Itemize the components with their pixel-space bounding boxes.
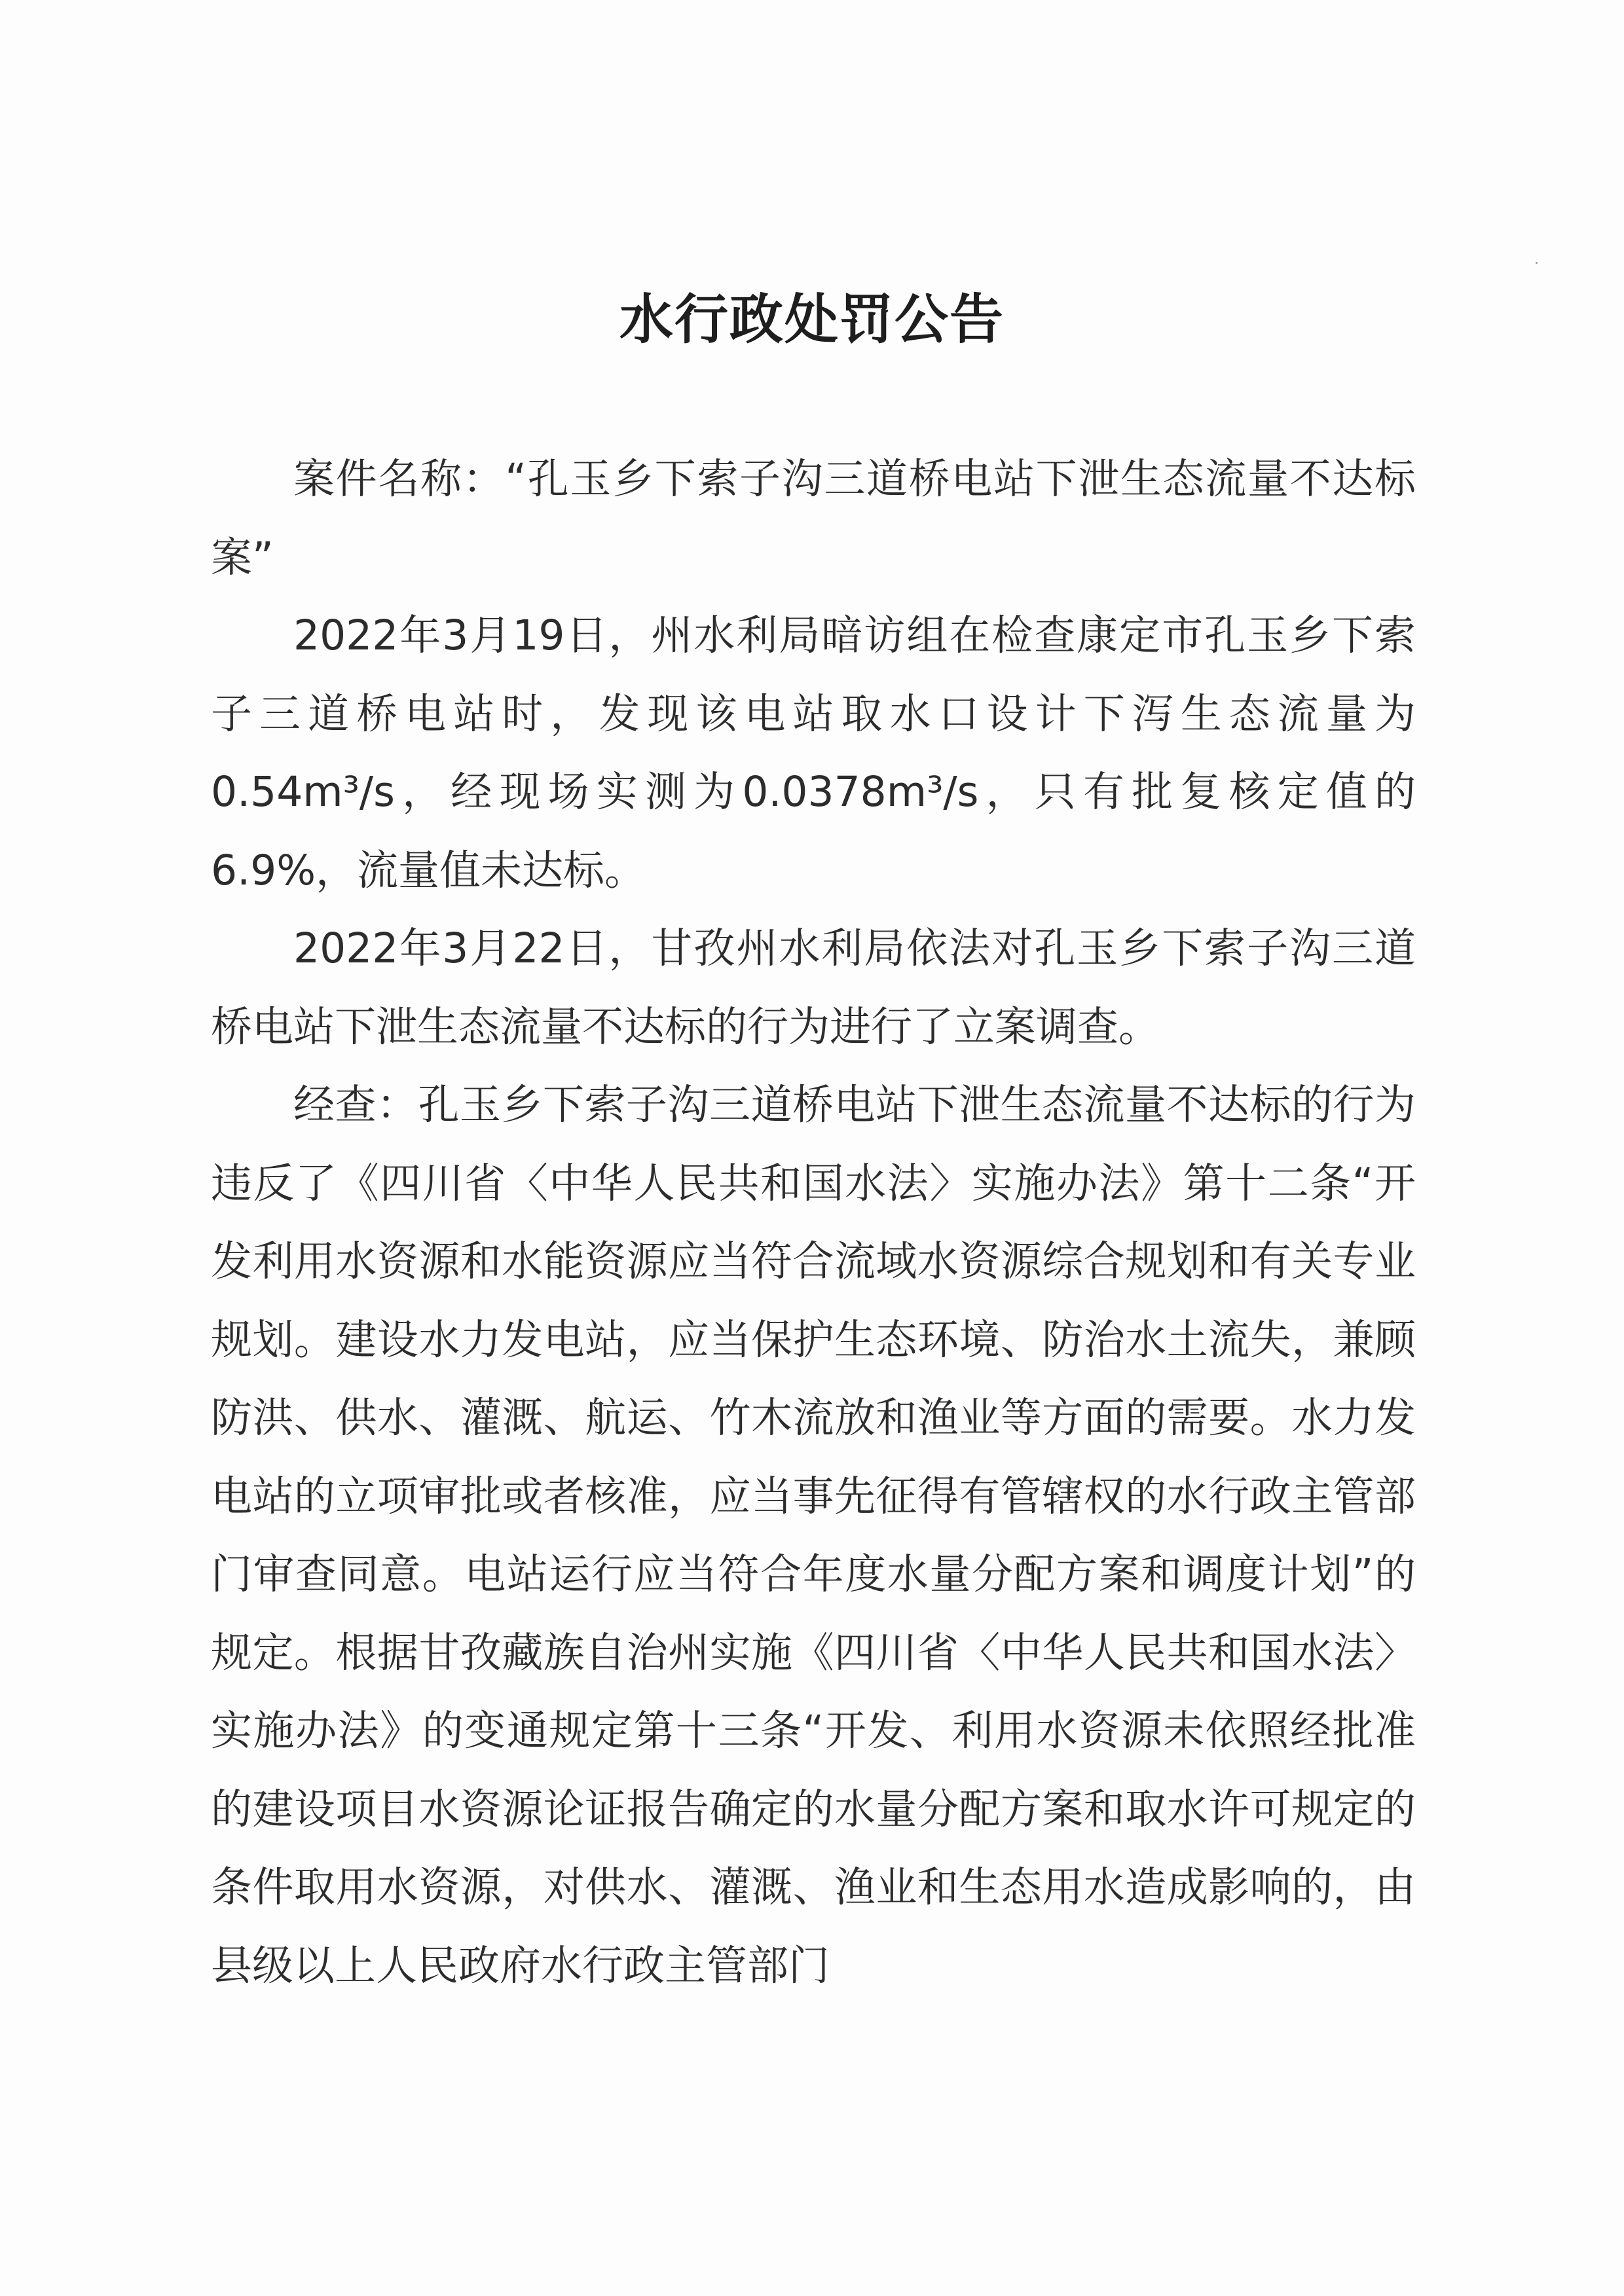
document-body (211, 440, 1416, 2005)
document-title: 水行政处罚公告 (619, 288, 1005, 351)
scan-speck (1536, 262, 1538, 264)
investigation-paragraph: 2022年3月22日，甘孜州水利局依法对孔玉乡下索子沟三道桥电站下泄生态流量不达标的行为进行了立案调查。 (211, 924, 1416, 1051)
findings-paragraph: 经查：孔玉乡下索子沟三道桥电站下泄生态流量不达标的行为违反了《四川省〈中华人民共和国水法〉实施办法》第十二条“开发利用水资源和水能资源应当符合流域水资源综合规划和有关专业规划。建设水力发电站，应当保护生态环境、防治水土流失，兼顾防洪、供水、灌溉、航运、竹木流放和渔业等方面的需要。水力发电站的立项审批或者核准，应当事先征得有管辖权的水行政主管部门审查同意。电站运行应当符合年度水量分配方案和调度计划”的规定。根据甘孜藏族自治州实施《四川省〈中华人民共和国水法〉实施办法》的变通规定第十三条“开发、利用水资源未依照经批准的建设项目水资源论证报告确定的水量分配方案和取水许可规定的条件取用水资源，对供水、灌溉、渔业和生态用水造成影响的，由县级以上人民政府水行政主管部门 (211, 1081, 1416, 1990)
inspection-paragraph: 2022年3月19日，州水利局暗访组在检查康定市孔玉乡下索子三道桥电站时，发现该电站取水口设计下泻生态流量为0.54m³/s，经现场实测为0.0378m³/s，只有批复核定值的6.9%，流量值未达标。 (211, 611, 1416, 894)
case-name-paragraph: 案件名称：“孔玉乡下索子沟三道桥电站下泄生态流量不达标案” (211, 455, 1416, 581)
